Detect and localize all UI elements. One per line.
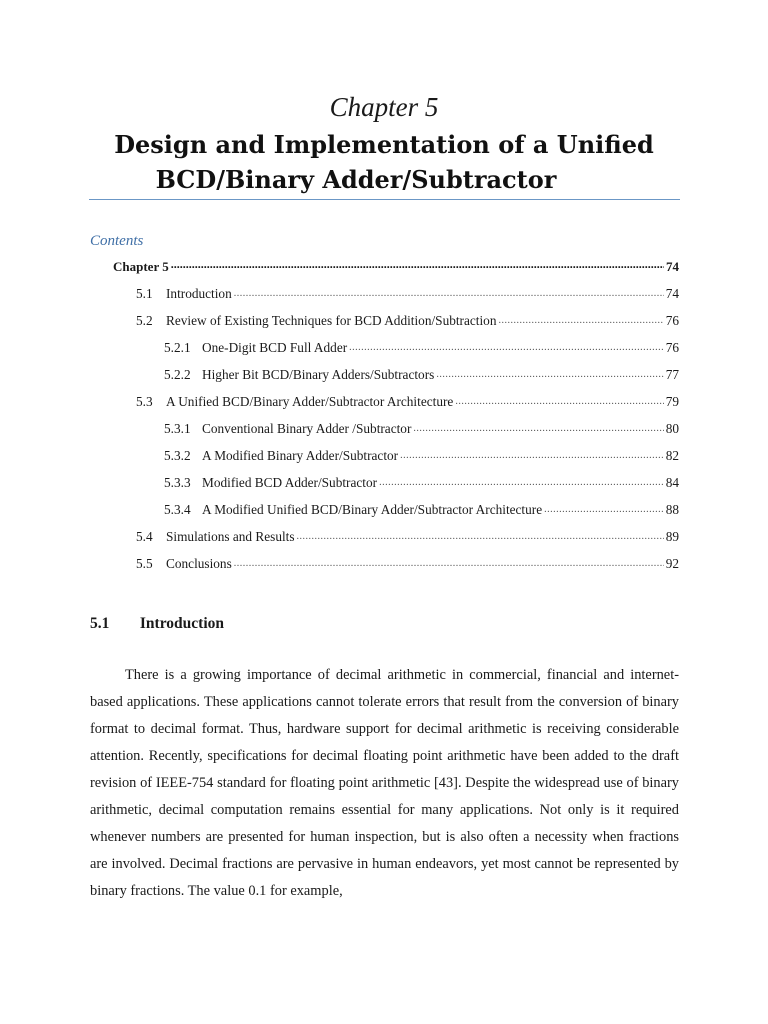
toc-entry-page: 76 <box>665 340 679 356</box>
toc-entry-number: 5.3 <box>136 394 153 410</box>
toc-entry-title: Higher Bit BCD/Binary Adders/Subtractors <box>202 367 435 383</box>
toc-entry-number: 5.5 <box>136 556 153 572</box>
toc-entry-title: Simulations and Results <box>166 529 295 545</box>
toc-entry[interactable] <box>136 312 679 329</box>
toc-entry-page: 74 <box>665 286 679 302</box>
toc-entry-title: A Unified BCD/Binary Adder/Subtractor Architecture <box>166 394 454 410</box>
toc-entry-page: 74 <box>666 259 679 274</box>
toc-entry-number: 5.2.2 <box>164 367 191 383</box>
toc-entry-title: Introduction <box>166 286 232 302</box>
toc-entry-page: 77 <box>665 367 679 383</box>
toc-leader-dots <box>234 285 664 298</box>
toc-leader-dots <box>400 447 664 460</box>
toc-entry-page: 84 <box>665 475 679 491</box>
toc-leader-dots <box>349 339 664 352</box>
chapter-title-line-2: BCD/Binary Adder/Subtractor <box>155 165 557 194</box>
toc-entry-title: Review of Existing Techniques for BCD Addition/Subtraction <box>166 313 497 329</box>
toc-entry-number: 5.2 <box>136 313 153 329</box>
toc-entry[interactable] <box>136 555 679 572</box>
toc-entry-title: Chapter 5 <box>113 259 169 274</box>
toc-leader-dots <box>379 474 664 487</box>
body-paragraph: There is a growing importance of decimal arithmetic in commercial, financial and internet-based applications. These applications cannot tolerate errors that result from the conversion of binary format to decimal format. Thus, hardware support for decimal arithmetic is receiving considerable attention. Recently, specifications for decimal floating point arithmetic have been added to the draft revision of IEEE-754 standard for floating point arithmetic [43]. Despite the widespread use of binary arithmetic, decimal computation remains essential for many applications. Not only is it required whenever numbers are presented for human inspection, but is also often a necessity when fractions are involved. Decimal fractions are pervasive in human endeavors, yet most cannot be represented by binary fractions. The value 0.1 for example, <box>90 667 679 899</box>
toc-entry-number: 5.3.3 <box>164 475 191 491</box>
toc-entry-page: 76 <box>665 313 679 329</box>
toc-entry[interactable] <box>164 366 679 383</box>
toc-entry-title: Conventional Binary Adder /Subtractor <box>202 421 412 437</box>
toc-leader-dots <box>413 420 663 433</box>
toc-entry-page: 79 <box>665 394 679 410</box>
toc-entry-title: A Modified Unified BCD/Binary Adder/Subtractor Architecture <box>202 502 543 518</box>
toc-entry[interactable] <box>136 393 679 410</box>
toc-entry[interactable] <box>164 474 679 491</box>
toc-entry-number: 5.3.1 <box>164 421 191 437</box>
toc-entry-title: One-Digit BCD Full Adder <box>202 340 348 356</box>
toc-entry[interactable] <box>164 447 679 464</box>
toc-entry-title: Conclusions <box>166 556 232 572</box>
toc-leader-dots <box>297 528 664 541</box>
toc-entry[interactable] <box>164 501 679 518</box>
toc-leader-dots <box>544 501 664 514</box>
toc-entry-page: 92 <box>665 556 679 572</box>
toc-entry-chapter[interactable] <box>113 258 679 275</box>
toc-entry[interactable] <box>136 285 679 302</box>
toc-leader-dots <box>436 366 663 379</box>
toc-entry-page: 89 <box>665 529 679 545</box>
chapter-title-line-1: Design and Implementation of a Unified <box>114 130 654 159</box>
section-heading <box>90 615 224 633</box>
toc-entry-page: 80 <box>665 421 679 437</box>
toc-entry-number: 5.4 <box>136 529 153 545</box>
toc-entry[interactable] <box>164 420 679 437</box>
toc-entry-page: 88 <box>665 502 679 518</box>
toc-entry-number: 5.3.4 <box>164 502 191 518</box>
toc-entry-number: 5.3.2 <box>164 448 191 464</box>
toc-entry-title: Modified BCD Adder/Subtractor <box>202 475 378 491</box>
section-number: 5.1 <box>90 615 110 632</box>
contents-heading: Contents <box>90 233 144 249</box>
toc-leader-dots <box>498 312 663 325</box>
toc-entry[interactable] <box>164 339 679 356</box>
toc-entry-number: 5.1 <box>136 286 153 302</box>
toc-entry[interactable] <box>136 528 679 545</box>
toc-leader-dots <box>234 555 664 568</box>
section-title: Introduction <box>139 615 224 632</box>
toc-entry-title: A Modified Binary Adder/Subtractor <box>202 448 399 464</box>
chapter-label: Chapter 5 <box>329 92 439 122</box>
toc-leader-dots <box>455 393 663 406</box>
title-rule <box>89 199 680 200</box>
toc-entry-page: 82 <box>665 448 679 464</box>
toc-leader-dots <box>171 258 664 271</box>
toc-entry-number: 5.2.1 <box>164 340 191 356</box>
